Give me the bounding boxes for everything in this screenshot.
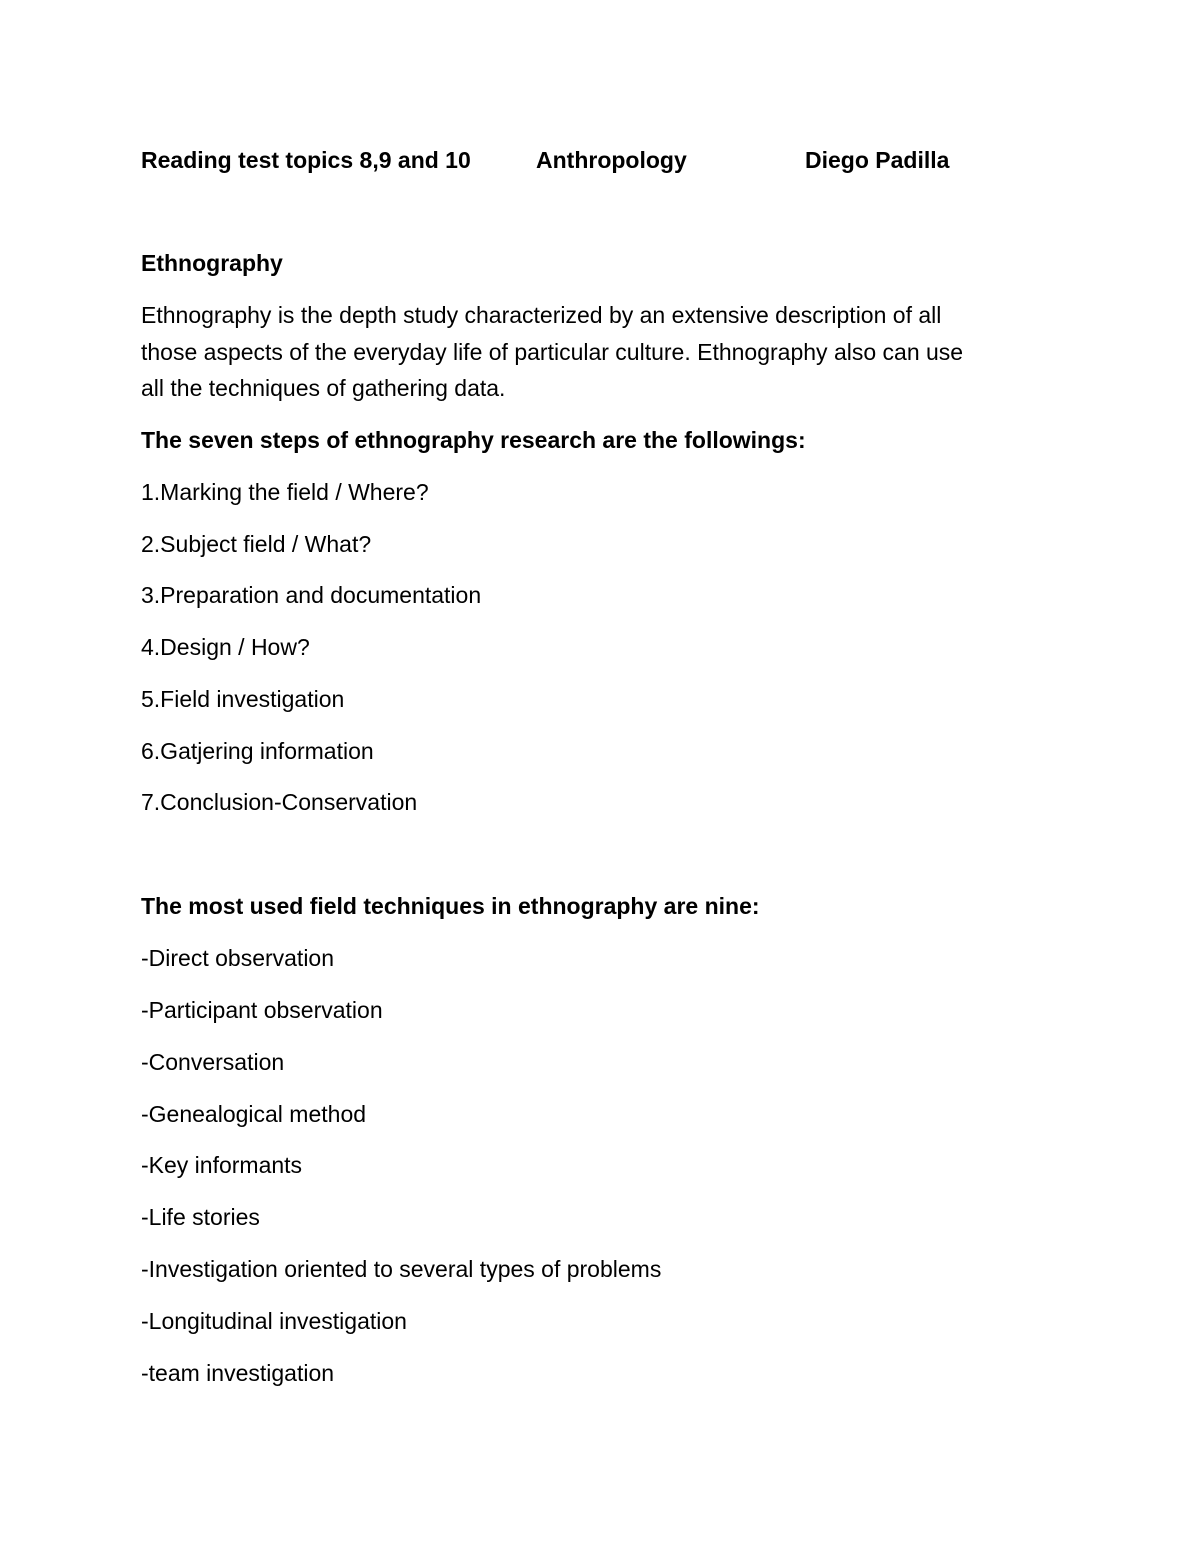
step-item: 7.Conclusion-Conservation <box>141 789 418 815</box>
technique-item: -Conversation <box>141 1049 285 1075</box>
technique-item: -team investigation <box>141 1360 335 1386</box>
document-title: Reading test topics 8,9 and 10 <box>141 147 471 173</box>
step-item: 5.Field investigation <box>141 686 345 712</box>
step-item: 1.Marking the field / Where? <box>141 479 429 505</box>
document-subject: Anthropology <box>536 147 687 173</box>
techniques-heading: The most used field techniques in ethnography are nine: <box>141 893 760 919</box>
step-item: 3.Preparation and documentation <box>141 582 482 608</box>
technique-item: -Direct observation <box>141 945 335 971</box>
technique-item: -Investigation oriented to several types of problems <box>141 1256 662 1282</box>
technique-item: -Key informants <box>141 1152 303 1178</box>
steps-heading: The seven steps of ethnography research are the followings: <box>141 427 806 453</box>
technique-item: -Life stories <box>141 1204 260 1230</box>
step-item: 4.Design / How? <box>141 634 310 660</box>
section-heading: Ethnography <box>141 250 283 276</box>
document-author: Diego Padilla <box>805 147 950 173</box>
technique-item: -Participant observation <box>141 997 383 1023</box>
paragraph-line: Ethnography is the depth study characterized by an extensive description of all <box>141 302 942 328</box>
step-item: 2.Subject field / What? <box>141 531 372 557</box>
paragraph-line: all the techniques of gathering data. <box>141 375 506 401</box>
technique-item: -Genealogical method <box>141 1101 367 1127</box>
paragraph-line: those aspects of the everyday life of particular culture. Ethnography also can use <box>141 339 964 365</box>
step-item: 6.Gatjering information <box>141 738 374 764</box>
technique-item: -Longitudinal investigation <box>141 1308 407 1334</box>
